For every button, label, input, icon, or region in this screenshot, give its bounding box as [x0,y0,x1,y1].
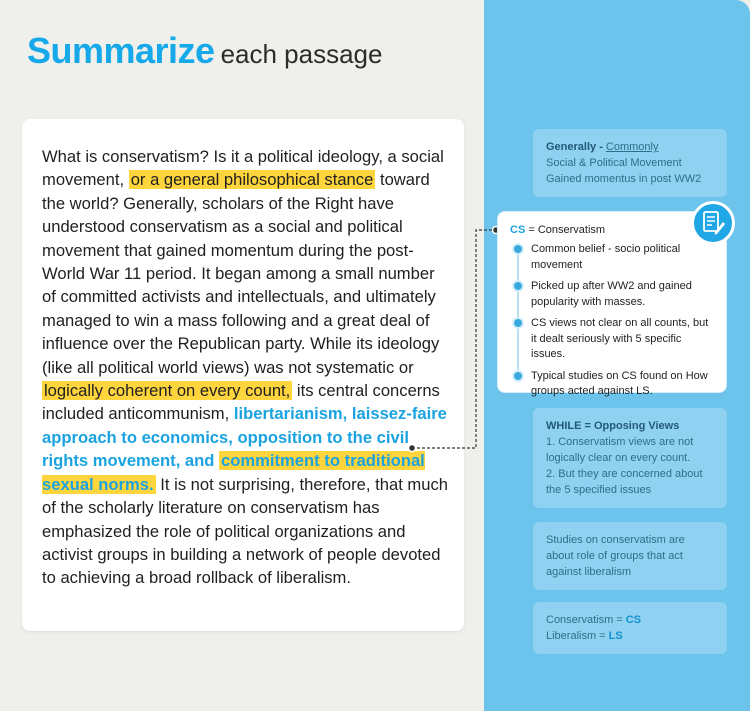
note-generally [533,129,727,197]
timeline-dot [514,319,522,327]
central-concerns-list: libertarianism, laissez-faire approach to economics, opposition to the civil rights movement, and [42,404,447,471]
timeline-item-text: Picked up after WW2 and gained popularity with masses. [531,280,692,308]
timeline-item [514,279,716,310]
abbr-ls: LS [608,630,623,642]
main-note-def: = Conservatism [528,224,606,236]
highlight-logically-coherent: logically coherent on every count, [44,381,291,401]
timeline-item-text: CS views not clear on all counts, but it dealt seriously with 5 specific issues. [531,317,709,360]
main-note-heading [510,224,716,236]
note-timeline [514,242,716,400]
note-generally-line2: Gained momentus in post WW2 [546,173,702,185]
page-title [27,30,382,72]
timeline-item [514,316,716,363]
title-rest: each passage [220,39,383,69]
note-while-line2: 2. But they are concerned about the 5 specified issues [546,468,703,496]
timeline-dot [514,372,522,380]
abbr-cs: CS [625,614,642,626]
abbr-liberalism-label: Liberalism = [546,630,606,642]
passage-segment: It is not surprising, therefore, that much of the scholarly literature on conservatism has emphasized the role of political organizations and activist groups in building a network of people devoted to achieving a broad rollback of liberalism. [42,474,448,588]
timeline-item [514,369,716,400]
connector-line [408,228,500,452]
note-generally-underline: Commonly [605,141,659,153]
note-while-title: WHILE = Opposing Views [546,420,680,432]
highlight-philosophical-stance: or a general philosophical stance [130,170,374,190]
passage-card [22,119,464,631]
passage-segment: toward the world? Generally, scholars of the Right have understood conservatism as a social and political movement that gained momentum during the post-World War 11 period. It began among a small number of committed activists and intellectuals, and ultimately managed to win a mass following and a great deal of influence over the Republican party. While its ideology (like all political world views) was not systematic or [42,170,440,377]
abbr-conservatism-label: Conservatism = [546,614,623,626]
timeline-item [514,242,716,273]
note-studies [533,522,727,590]
note-abbreviations [533,602,727,654]
passage-segment: What is conservatism? Is it a political ideology, a social movement, [42,147,444,190]
note-while [533,408,727,508]
timeline-dot [514,282,522,290]
timeline-dot [514,245,522,253]
note-while-line1: 1. Conservatism views are not logically clear on every count. [546,436,694,464]
timeline-item-text: Typical studies on CS found on How groups acted against LS. [531,369,708,397]
title-strong: Summarize [27,30,215,71]
highlight-sexual-norms: commitment to traditional sexual norms. [42,451,425,494]
main-note-cs: CS [510,224,526,236]
passage-segment: its central concerns included anticommunism, [42,381,440,424]
note-studies-text: Studies on conservatism are about role of groups that act against liberalism [546,534,685,578]
timeline-item-text: Common belief - socio political movement [531,243,681,271]
note-generally-label: Generally - [546,141,603,153]
note-generally-line1: Social & Political Movement [546,157,682,169]
main-note-card [497,211,727,397]
document-edit-icon [691,201,735,245]
passage-text [42,145,450,590]
